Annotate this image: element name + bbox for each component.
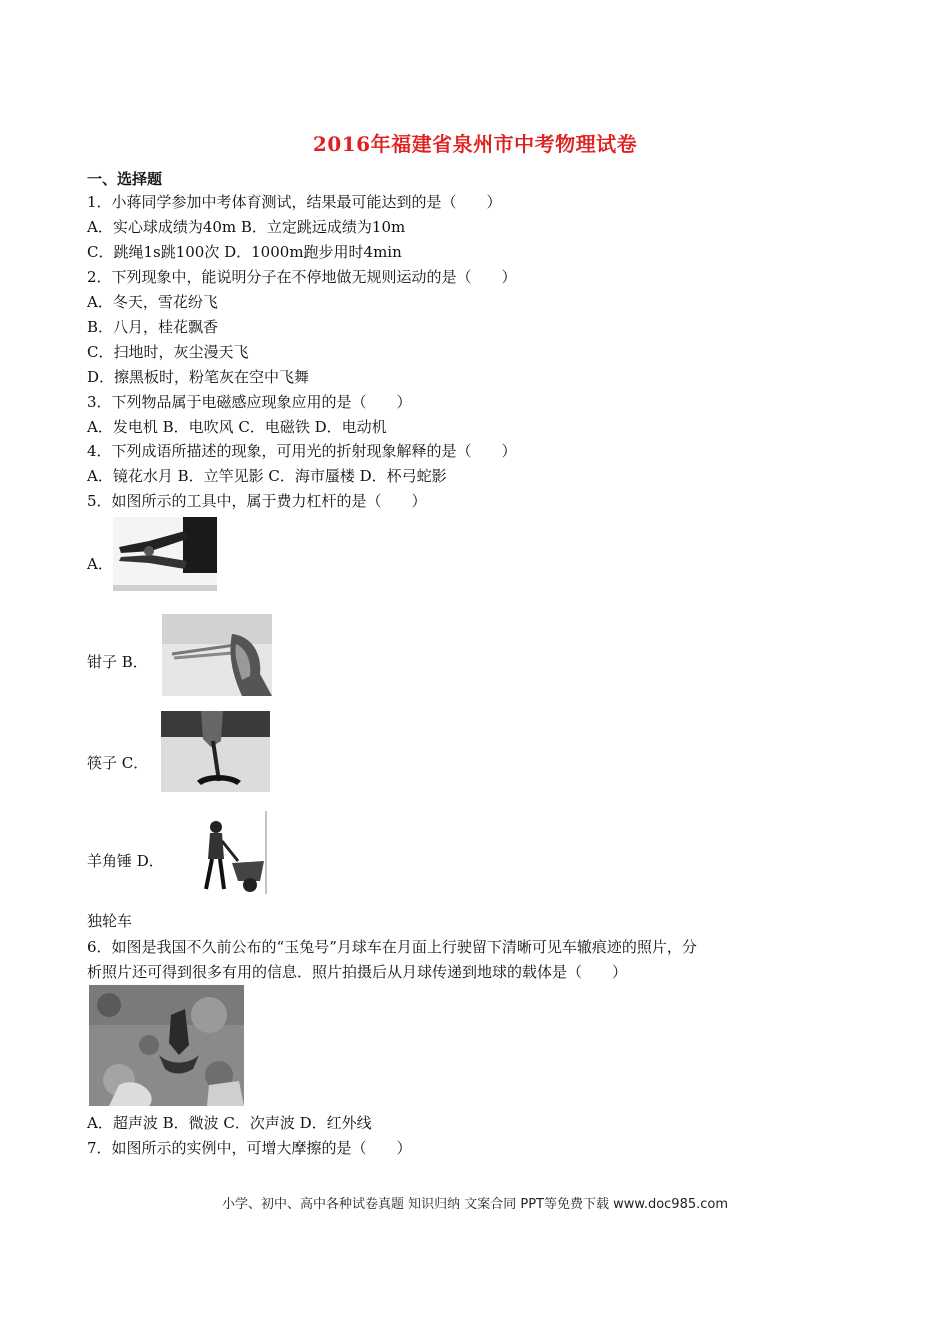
- question-3-options: A．发电机 B．电吹风 C．电磁铁 D．电动机: [87, 418, 387, 436]
- claw-hammer-image: [161, 711, 270, 792]
- page-footer: 小学、初中、高中各种试卷真题 知识归纳 文案合同 PPT等免费下载 www.doc985.com: [221, 1197, 729, 1212]
- question-1-options-cd: C．跳绳1s跳100次 D．1000m跑步用时4min: [87, 243, 402, 261]
- question-5-label-b: 钳子 B．: [87, 653, 148, 671]
- question-5-label-a: A．: [87, 555, 113, 573]
- question-6-line-2: 析照片还可得到很多有用的信息．照片拍摄后从月球传递到地球的载体是（ ）: [87, 963, 628, 981]
- question-1: 1．小蒋同学参加中考体育测试，结果最可能达到的是（ ）: [87, 193, 502, 211]
- question-7: 7．如图所示的实例中，可增大摩擦的是（ ）: [87, 1139, 412, 1157]
- question-5-label-e: 独轮车: [87, 912, 133, 930]
- question-4-options: A．镜花水月 B．立竿见影 C．海市蜃楼 D．杯弓蛇影: [87, 467, 447, 485]
- exam-title: 2016年福建省泉州市中考物理试卷: [312, 132, 638, 156]
- chopsticks-image: [162, 614, 272, 696]
- moon-rover-photo: [89, 985, 244, 1106]
- question-4: 4．下列成语所描述的现象，可用光的折射现象解释的是（ ）: [87, 442, 517, 460]
- question-2: 2．下列现象中，能说明分子在不停地做无规则运动的是（ ）: [87, 268, 517, 286]
- question-6-line-1: 6．如图是我国不久前公布的“玉兔号”月球车在月面上行驶留下清晰可见车辙痕迹的照片，分: [87, 938, 697, 956]
- question-5: 5．如图所示的工具中，属于费力杠杆的是（ ）: [87, 492, 427, 510]
- section-heading: 一、选择题: [87, 170, 163, 188]
- question-3: 3．下列物品属于电磁感应现象应用的是（ ）: [87, 393, 412, 411]
- pliers-image: [113, 517, 217, 591]
- question-1-options-ab: A．实心球成绩为40m B．立定跳远成绩为10m: [87, 218, 406, 236]
- wheelbarrow-image: [176, 811, 269, 894]
- question-2-option-b: B．八月，桂花飘香: [87, 318, 219, 336]
- question-2-option-a: A．冬天，雪花纷飞: [87, 293, 218, 311]
- question-5-label-d: 羊角锤 D．: [87, 852, 164, 870]
- question-6-options: A．超声波 B．微波 C．次声波 D．红外线: [87, 1114, 372, 1132]
- question-5-label-c: 筷子 C．: [87, 754, 149, 772]
- question-2-option-d: D．擦黑板时，粉笔灰在空中飞舞: [87, 368, 310, 386]
- question-2-option-c: C．扫地时，灰尘漫天飞: [87, 343, 249, 361]
